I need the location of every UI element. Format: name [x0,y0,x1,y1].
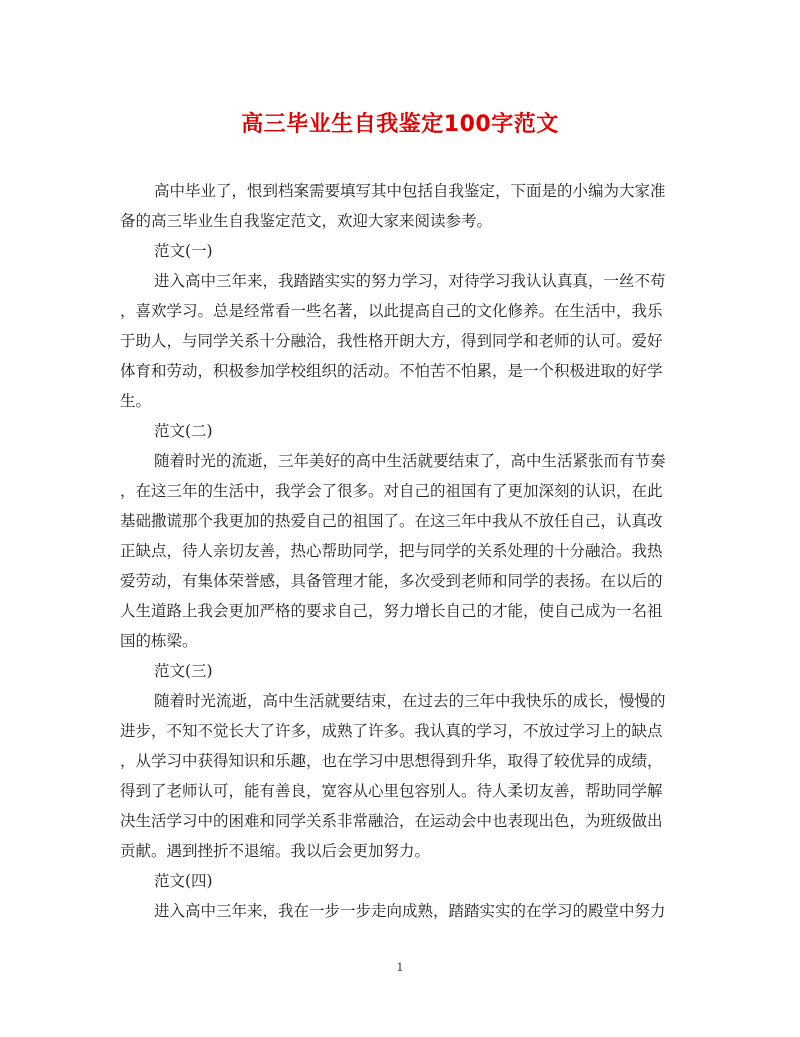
text-line: 备的高三毕业生自我鉴定范文，欢迎大家来阅读参考。 [120,212,493,230]
text-line: ，从学习中获得知识和乐趣，也在学习中思想得到升华，取得了较优异的成绩， [120,752,663,770]
text-line: 范文(一) [154,242,213,260]
text-line: 随着时光流逝，高中生活就要结束，在过去的三年中我快乐的成长，慢慢的 [154,692,666,710]
document-body [120,176,676,926]
text-line: 进步，不知不觉长大了许多，成熟了许多。我认真的学习，不放过学习上的缺点 [120,722,663,740]
text-line: 于助人，与同学关系十分融洽，我性格开朗大方，得到同学和老师的认可。爱好 [120,332,663,350]
text-line: 生。 [120,392,152,410]
page-number: 1 [396,961,404,974]
text-line: 人生道路上我会更加严格的要求自己，努力增长自己的才能，使自己成为一名祖 [120,602,663,620]
text-line: 进入高中三年来，我在一步一步走向成熟，踏踏实实的在学习的殿堂中努力 [154,902,666,920]
text-line: ，在这三年的生活中，我学会了很多。对自己的祖国有了更加深刻的认识，在此 [120,482,663,500]
text-line: 正缺点，待人亲切友善，热心帮助同学，把与同学的关系处理的十分融洽。我热 [120,542,663,560]
text-line: 范文(四) [154,872,213,890]
text-line: 随着时光的流逝，三年美好的高中生活就要结束了，高中生活紧张而有节奏 [154,452,666,470]
text-line: 决生活学习中的困难和同学关系非常融洽，在运动会中也表现出色，为班级做出 [120,812,663,830]
text-line: 贡献。遇到挫折不退缩。我以后会更加努力。 [120,842,431,860]
text-line: 基础撒谎那个我更加的热爱自己的祖国了。在这三年中我从不放任自己，认真改 [120,512,663,530]
text-line: 爱劳动，有集体荣誉感，具备管理才能，多次受到老师和同学的表扬。在以后的 [120,572,663,590]
text-line: 范文(二) [154,422,213,440]
text-line: 体育和劳动，积极参加学校组织的活动。不怕苦不怕累，是一个积极进取的好学 [120,362,663,380]
text-line: 进入高中三年来，我踏踏实实的努力学习，对待学习我认认真真，一丝不苟 [154,272,666,290]
text-line: 范文(三) [154,662,213,680]
text-line: ，喜欢学习。总是经常看一些名著，以此提高自己的文化修养。在生活中，我乐 [120,302,663,320]
text-line: 国的栋梁。 [120,632,198,650]
text-line: 高中毕业了，恨到档案需要填写其中包括自我鉴定，下面是的小编为大家准 [154,182,666,200]
text-line: 得到了老师认可，能有善良，宽容从心里包容别人。待人柔切友善，帮助同学解 [120,782,663,800]
document-title: 高三毕业生自我鉴定100字范文 [241,112,559,137]
